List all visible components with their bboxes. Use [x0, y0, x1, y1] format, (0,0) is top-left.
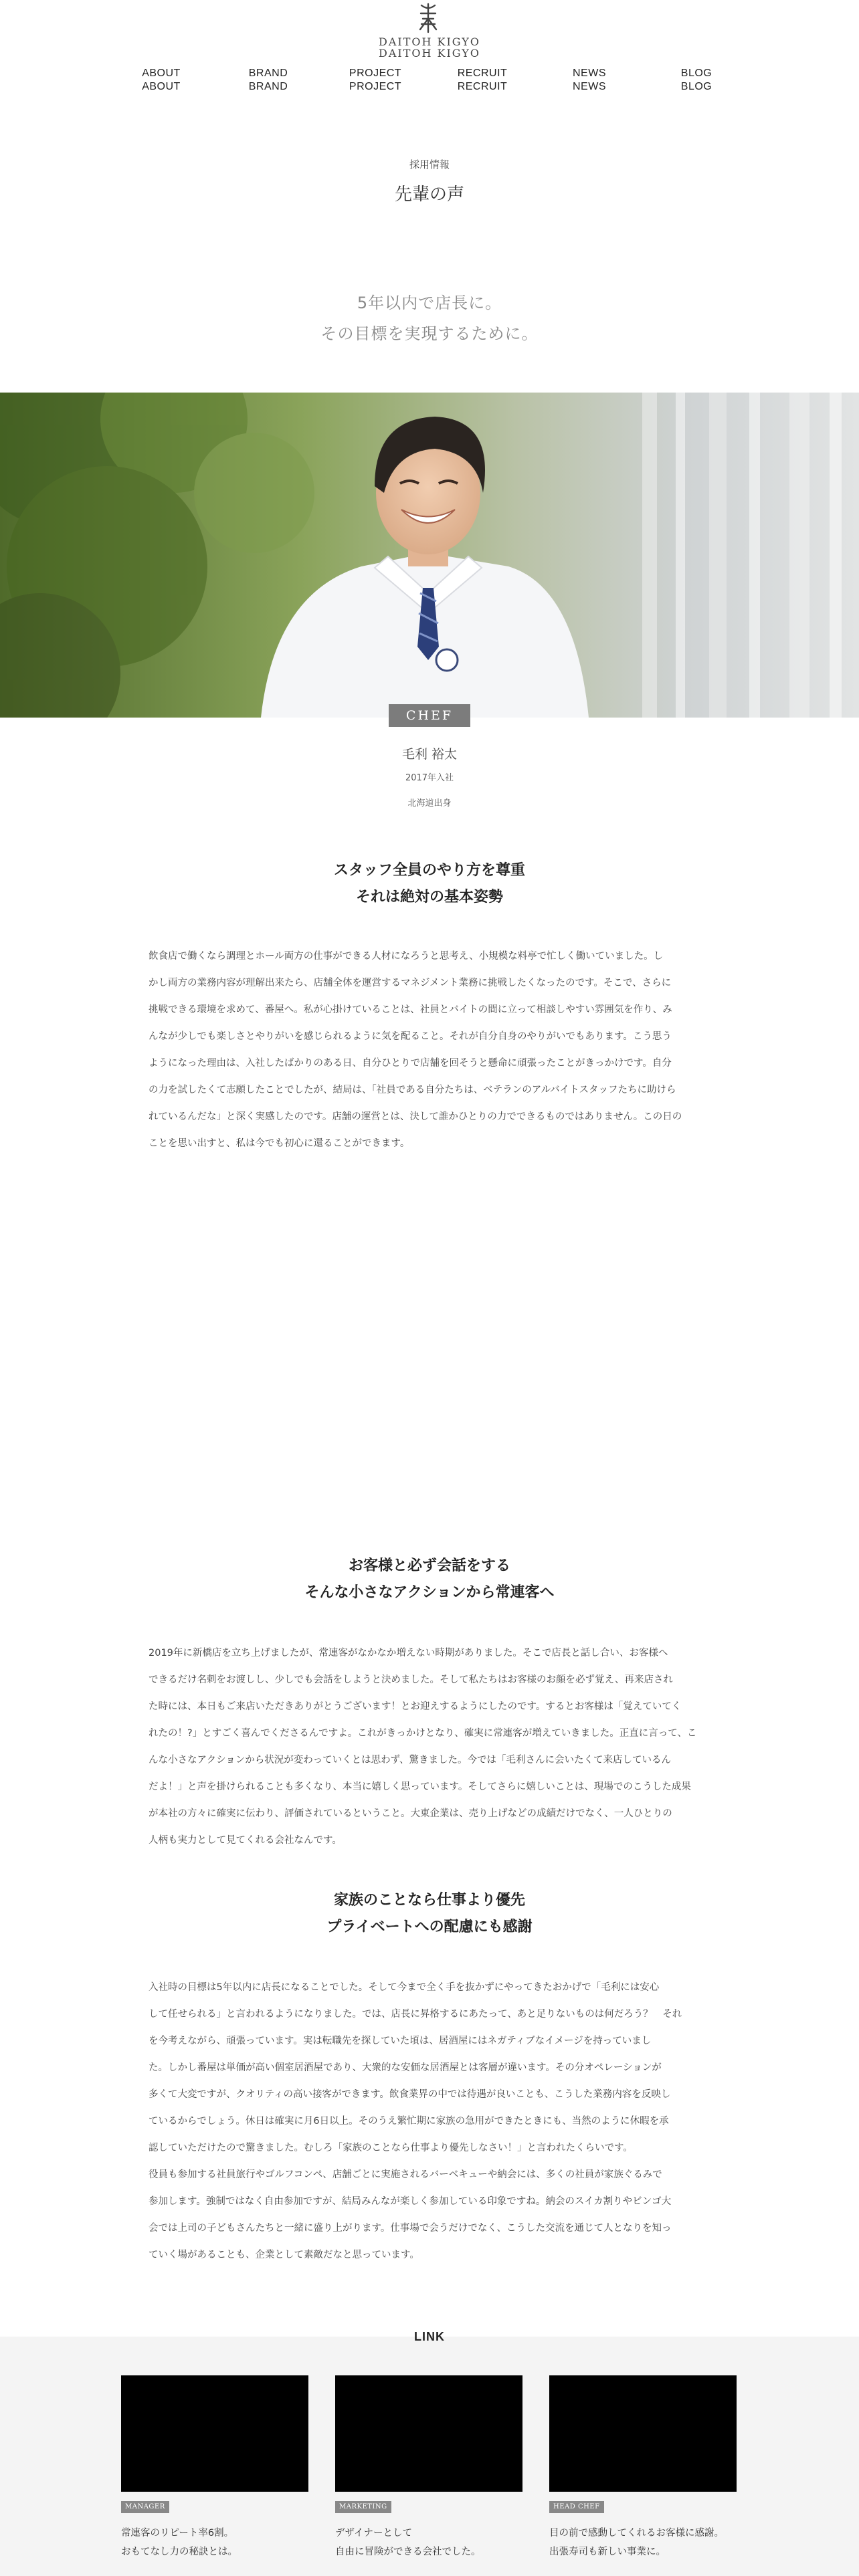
link-card-text[interactable] [121, 2524, 315, 2561]
page-title: 先輩の声 [394, 185, 464, 205]
logo-icon[interactable] [408, 1, 448, 33]
nav-label: BLOG [680, 68, 712, 79]
body-line: だよ！」と声を掛けられることも多くなり、本当に嬉しく思っています。そしてさらに嬉しいことは、現場でのこうした成果 [149, 1782, 691, 1792]
body-line: 認していただけたので驚きました。むしろ「家族のことなら仕事より優先しなさい！」と言われたくらいです。 [149, 2143, 633, 2153]
link-card-image[interactable] [335, 2375, 522, 2492]
body-line: の力を試したくて志願したことでしたが、結局は、「社員である自分たちは、ベテランのアルバイトスタッフたちに助けら [149, 1085, 676, 1095]
body-line: んな小さなアクションから状況が変わっていくとは思わず、驚きました。今では「毛利さんに会いたくて来店しているん [149, 1755, 671, 1765]
nav-label: ABOUT [142, 68, 181, 79]
nav-label: RECRUIT [457, 68, 508, 79]
nav-item-recruit[interactable] [442, 67, 522, 94]
logo-text[interactable]: DAITOH KIGYO [379, 35, 480, 48]
body-line: ていく場があることも、企業として素敵だなと思っています。 [149, 2250, 419, 2260]
section-heading-line: それは絶対の基本姿勢 [355, 889, 503, 905]
link-card-text[interactable] [549, 2524, 743, 2561]
link-card-line: 目の前で感動してくれるお客様に感謝。 [549, 2528, 724, 2539]
link-card-tag: HEAD CHEF [549, 2501, 604, 2513]
lead-line-2: その目標を実現するために。 [320, 324, 539, 343]
body-line: た時には、本日もご来店いただきありがとうございます！とお迎えするようにしたのです。するとお客様は「覚えていてく [149, 1701, 682, 1712]
nav-label-secondary: BRAND [248, 81, 288, 92]
nav-label: PROJECT [349, 68, 402, 79]
section-body [149, 943, 710, 1157]
link-card-image[interactable] [549, 2375, 737, 2492]
link-card-line: 出張寿司も新しい事業に。 [549, 2547, 666, 2557]
section-heading [0, 857, 859, 911]
body-line: ことを思い出すと、私は今でも初心に還ることができます。 [149, 1138, 410, 1149]
body-line: れているんだな」と深く実感したのです。店舗の運営とは、決して誰かひとりの力でできるものではありません。この日の [149, 1111, 682, 1122]
nav-item-about[interactable] [121, 67, 201, 94]
section-heading-line: スタッフ全員のやり方を尊重 [333, 862, 525, 879]
body-line: んなが少しでも楽しさとやりがいを感じられるように気を配ること。それが自分自身のやりがいでもあります。こう思う [149, 1031, 672, 1042]
link-card-line: デザイナーとして [335, 2528, 412, 2539]
section-body [149, 1640, 710, 1854]
body-line: 会では上司の子どもさんたちと一緒に盛り上がります。仕事場で会うだけでなく、こうした交流を通じて人となりを知っ [149, 2223, 672, 2234]
body-line: できるだけ名刺をお渡しし、少しでも会話をしようと決めました。そして私たちはお客様のお顔を必ず覚え、再来店され [149, 1675, 673, 1685]
body-line: かし両方の業務内容が理解出来たら、店舗全体を運営するマネジメント業務に挑戦したくなったのです。そこで、さらに [149, 978, 672, 988]
body-line: 入社時の目標は5年以内に店長になることでした。そして今まで全く手を抜かずにやってきたおかげで「毛利には安心 [149, 1982, 660, 1993]
body-line: た。しかし番屋は単価が高い個室居酒屋であり、大衆的な安価な居酒屋とは客層が違います。その分オペレーションが [149, 2062, 662, 2073]
nav-item-project[interactable] [335, 67, 415, 94]
section-heading-line: お客様と必ず会話をする [348, 1558, 510, 1574]
body-line: 多くて大変ですが、クオリティの高い接客ができます。飲食業界の中では待遇が良いことも、こうした業務内容を反映し [149, 2089, 671, 2100]
person-name: 毛利 裕太 [401, 747, 458, 762]
lead-line-1: 5年以内で店長に。 [357, 294, 502, 312]
link-card-image[interactable] [121, 2375, 308, 2492]
link-section-title: LINK [414, 2330, 445, 2343]
nav-label: NEWS [573, 68, 606, 79]
page-eyebrow: 採用情報 [409, 158, 450, 171]
body-line: が本社の方々に確実に伝わり、評価されているということ。大東企業は、売り上げなどの成績だけでなく、一人ひとりの [149, 1808, 672, 1819]
body-line: 2019年に新橋店を立ち上げましたが、常連客がなかなか増えない時期がありました。そこで店長と話し合い、お客様へ [149, 1648, 668, 1658]
person-joined: 2017年入社 [405, 773, 454, 783]
person-hometown: 北海道出身 [407, 798, 452, 809]
section-body [149, 1974, 710, 2268]
body-line: ようになった理由は、入社したばかりのある日、自分ひとりで店舗を回そうと懸命に頑張ったことがきっかけです。自分 [149, 1058, 672, 1069]
nav-label-secondary: RECRUIT [457, 81, 508, 92]
body-line: れたの！?」とすごく喜んでくださるんですよ。これがきっかけとなり、確実に常連客が増えていきました。正直に言って、こ [149, 1728, 697, 1739]
section-heading [0, 1887, 859, 1941]
nav-label-secondary: BLOG [680, 81, 712, 92]
link-card-tag: MANAGER [121, 2501, 169, 2513]
body-line: 参加します。強制ではなく自由参加ですが、結局みんなが楽しく参加している印象ですね。納会のスイカ割りやビンゴ大 [149, 2196, 672, 2207]
nav-item-news[interactable] [549, 67, 630, 94]
section-heading-line: 家族のことなら仕事より優先 [333, 1892, 525, 1909]
nav-item-brand[interactable] [228, 67, 308, 94]
role-badge: CHEF [389, 704, 470, 727]
link-card-tag: MARKETING [335, 2501, 391, 2513]
nav-item-blog[interactable] [656, 67, 737, 94]
nav-label-secondary: ABOUT [142, 81, 181, 92]
link-card-line: 常連客のリピート率6割。 [121, 2528, 234, 2539]
nav-label-secondary: PROJECT [349, 81, 402, 92]
body-line: して任せられる」と言われるようになりました。では、店長に昇格するにあたって、あと足りないものは何だろう？ それ [149, 2009, 682, 2020]
logo-text-secondary: DAITOH KIGYO [379, 47, 480, 60]
link-card-line: おもてなし力の秘訣とは。 [121, 2547, 237, 2557]
link-card-text[interactable] [335, 2524, 529, 2561]
section-heading-line: そんな小さなアクションから常連客へ [304, 1584, 555, 1601]
hero-photo [0, 393, 859, 718]
body-line: 役員も参加する社員旅行やゴルフコンペ、店舗ごとに実施されるバーベキューや納会には、多くの社員が家族ぐるみで [149, 2169, 662, 2180]
section-heading-line: プライベートへの配慮にも感謝 [326, 1919, 533, 1935]
body-line: を今考えながら、頑張っています。実は転職先を探していた頃は、居酒屋にはネガティブなイメージを持っていまし [149, 2036, 652, 2046]
nav-label-secondary: NEWS [573, 81, 606, 92]
link-card-line: 自由に冒険ができる会社でした。 [335, 2547, 481, 2557]
section-heading [0, 1553, 859, 1606]
body-line: 挑戦できる環境を求めて、番屋へ。私が心掛けていることは、社員とバイトの間に立って相談しやすい雰囲気を作り、み [149, 1004, 672, 1015]
body-line: ているからでしょう。休日は確実に月6日以上。そのうえ繁忙期に家族の急用ができたときにも、当然のように休暇を承 [149, 2116, 669, 2127]
body-line: 飲食店で働くなら調理とホール両方の仕事ができる人材になろうと思考え、小規模な料亭で忙しく働いていました。し [149, 951, 664, 962]
body-line: 人柄も実力として見てくれる会社なんです。 [149, 1835, 342, 1846]
nav-label: BRAND [248, 68, 288, 79]
